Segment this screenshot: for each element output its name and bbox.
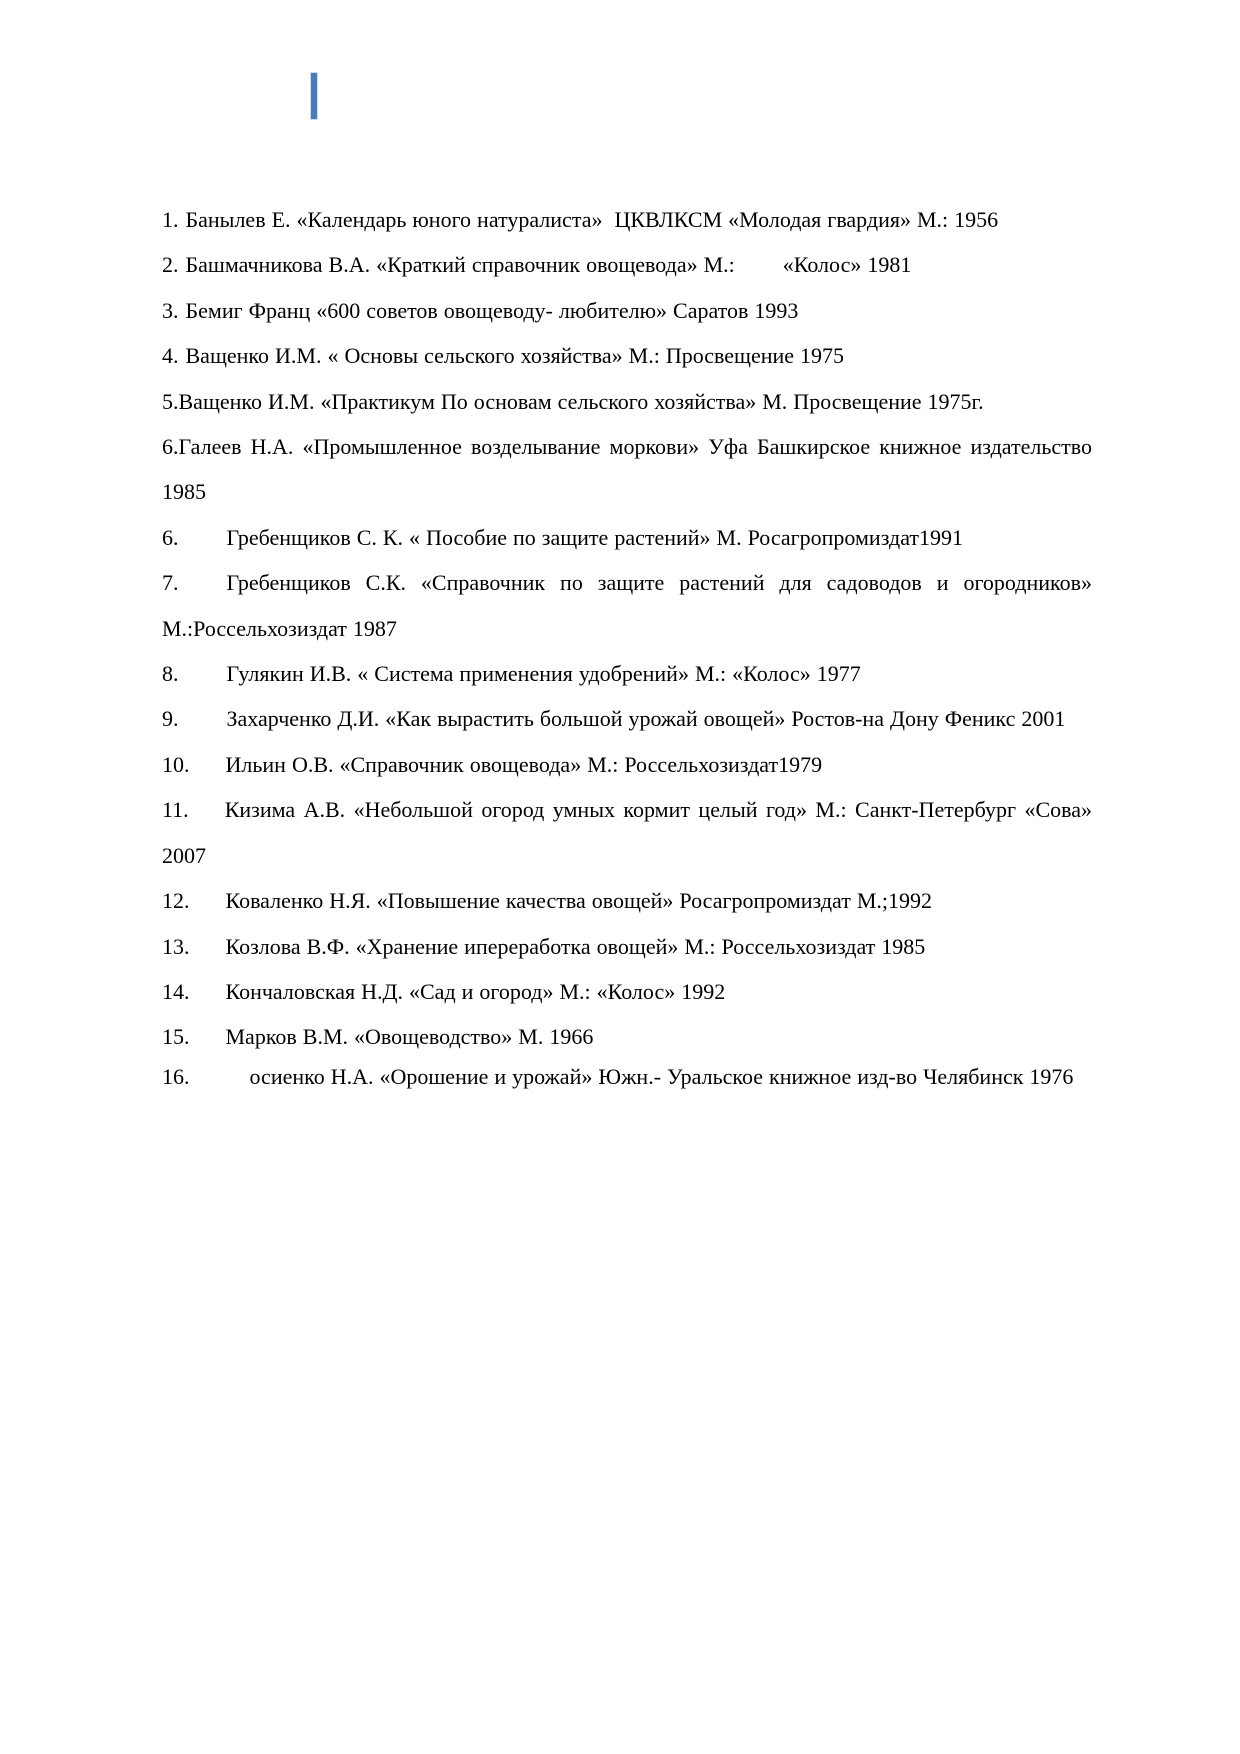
number-gap (190, 907, 226, 908)
number-gap (179, 362, 186, 363)
reference-item-15 (162, 1014, 1092, 1059)
reference-number: 1. (162, 207, 179, 232)
reference-number: 7. (162, 570, 179, 596)
number-gap (179, 317, 186, 318)
reference-number: 10. (162, 751, 190, 777)
number-gap (190, 953, 226, 954)
number-gap (179, 271, 186, 272)
reference-item-2 (162, 242, 1092, 287)
reference-text: Гулякин И.В. « Система применения удобрений» М.: «Колос» 1977 (226, 661, 861, 687)
reference-number: 8. (162, 661, 179, 687)
number-gap (190, 1083, 250, 1084)
reference-number: 16. (162, 1063, 190, 1089)
reference-item-6a (162, 424, 1092, 515)
reference-text: Захарченко Д.И. «Как вырастить большой урожай овощей» Ростов-на Дону Феникс 2001 (226, 706, 1066, 732)
reference-text: Коваленко Н.Я. «Повышение качества овощей» Росагропромиздат М.;1992 (225, 888, 933, 914)
number-gap (179, 589, 227, 590)
reference-text: Галеев Н.А. «Промышленное возделывание моркови» Уфа Башкирское книжное издательство 1985 (162, 434, 1092, 505)
reference-number: 3. (162, 297, 179, 323)
reference-item-7 (162, 560, 1092, 651)
reference-item-4 (162, 333, 1092, 378)
reference-item-9 (162, 696, 1092, 741)
number-gap (179, 226, 186, 227)
reference-text: Гребенщиков С.К. «Справочник по защите растений для садоводов и огородников» М.:Россельхозиздат 1987 (162, 570, 1092, 641)
reference-number: 15. (162, 1024, 190, 1050)
reference-number: 6. (162, 524, 179, 550)
reference-number: 12. (162, 888, 190, 914)
reference-text: Марков В.М. «Овощеводство» М. 1966 (225, 1024, 594, 1050)
reference-item-13 (162, 924, 1092, 969)
reference-text: Кизима А.В. «Небольшой огород умных кормит целый год» М.: Санкт-Петербург «Сова» 2007 (162, 797, 1092, 868)
reference-item-14 (162, 969, 1092, 1014)
reference-text: осиенко Н.А. «Орошение и урожай» Южн.- Уральское книжное изд-во Челябинск 1976 (249, 1063, 1074, 1089)
reference-text: Ващенко И.М. «Практикум По основам сельского хозяйства» М. Просвещение 1975г. (178, 388, 984, 414)
bibliography-list (162, 197, 1092, 1093)
reference-number: 5. (162, 388, 179, 414)
reference-text: Ильин О.В. «Справочник овощевода» М.: Россельхозиздат1979 (225, 751, 823, 777)
number-gap (179, 680, 227, 681)
reference-number: 9. (162, 706, 179, 732)
reference-item-5 (162, 379, 1092, 424)
reference-text: Козлова В.Ф. «Хранение ипереработка овощей» М.: Россельхозиздат 1985 (225, 933, 926, 959)
reference-number: 14. (162, 978, 190, 1004)
number-gap (189, 816, 225, 817)
reference-item-12 (162, 878, 1092, 923)
reference-number: 2. (162, 252, 179, 278)
reference-item-1 (162, 197, 1092, 242)
reference-number: 11. (162, 797, 189, 823)
number-gap (179, 544, 227, 545)
number-gap (179, 725, 227, 726)
reference-text: Кончаловская Н.Д. «Сад и огород» М.: «Колос» 1992 (225, 978, 726, 1004)
reference-text: Банылев Е. «Календарь юного натуралиста» ЦКВЛКСМ «Молодая гвардия» М.: 1956 (185, 207, 999, 232)
text-cursor (310, 72, 318, 120)
reference-text: Бемиг Франц «600 советов овощеводу- любителю» Саратов 1993 (185, 297, 799, 323)
reference-number: 6. (162, 434, 179, 460)
reference-number: 13. (162, 933, 190, 959)
number-gap (190, 1043, 226, 1044)
reference-item-6b (162, 515, 1092, 560)
reference-text: Гребенщиков С. К. « Пособие по защите растений» М. Росагропромиздат1991 (226, 524, 964, 550)
reference-item-10 (162, 742, 1092, 787)
reference-item-3 (162, 288, 1092, 333)
reference-item-16 (162, 1060, 1092, 1093)
number-gap (190, 998, 226, 999)
reference-text: Башмачникова В.А. «Краткий справочник овощевода» М.: «Колос» 1981 (185, 252, 912, 278)
reference-number: 4. (162, 343, 179, 369)
reference-item-8 (162, 651, 1092, 696)
reference-text: Ващенко И.М. « Основы сельского хозяйства» М.: Просвещение 1975 (185, 343, 845, 369)
number-gap (190, 771, 226, 772)
reference-item-11 (162, 787, 1092, 878)
